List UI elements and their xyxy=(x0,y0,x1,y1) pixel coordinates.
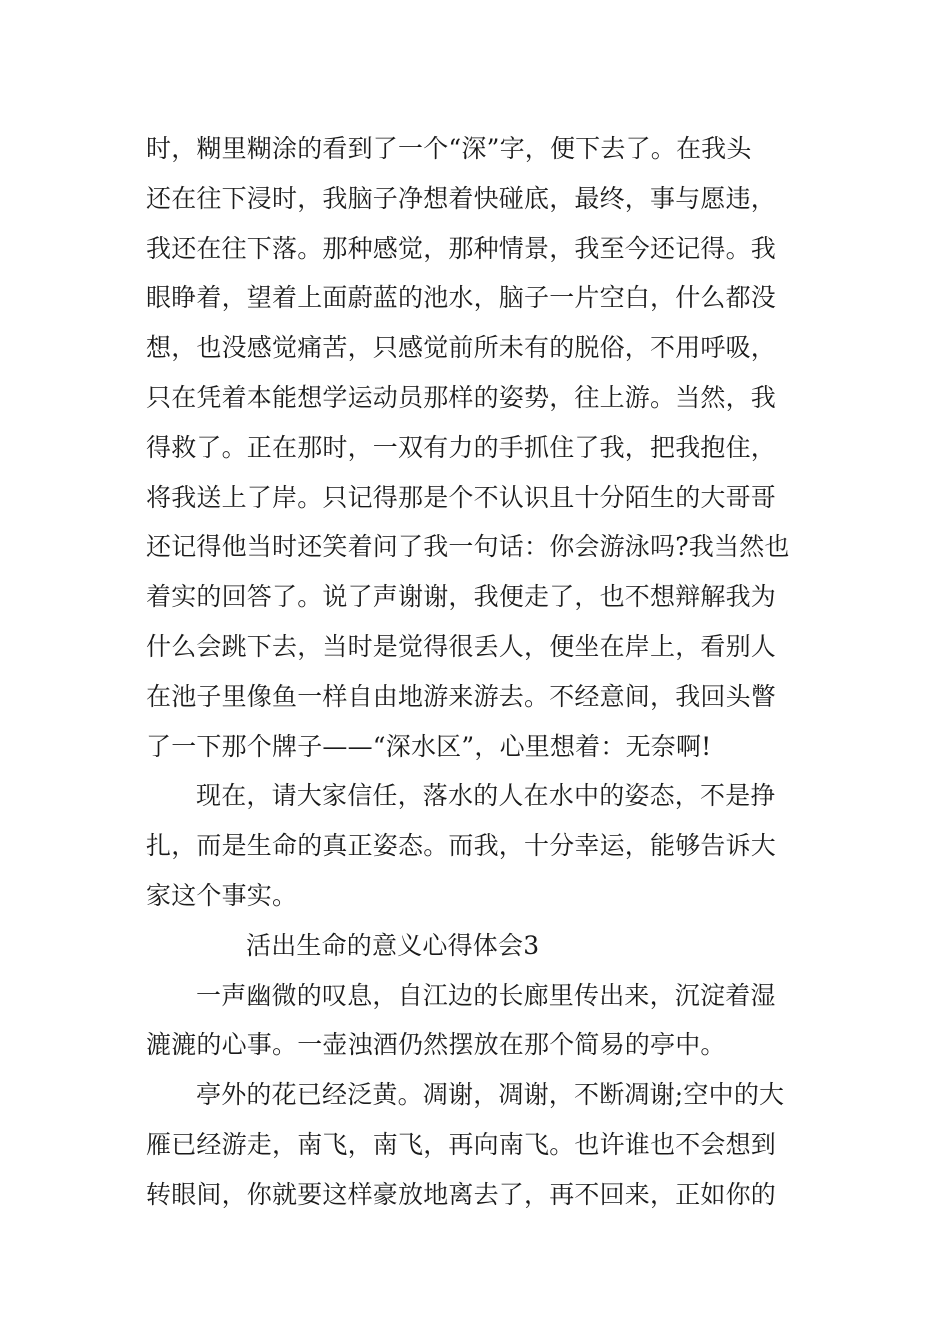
text-line: 家这个事实。 xyxy=(146,880,298,910)
document-body xyxy=(146,124,806,1220)
text-line: 什么会跳下去，当时是觉得很丢人，便坐在岸上，看别人 xyxy=(146,631,777,661)
text-line: 想，也没感觉痛苦，只感觉前所未有的脱俗，不用呼吸， xyxy=(146,333,777,363)
text-line: 扎，而是生命的真正姿态。而我，十分幸运，能够告诉大 xyxy=(146,831,777,861)
text-line: 得救了。正在那时，一双有力的手抓住了我，把我抱住， xyxy=(146,432,777,462)
text-line: 了一下那个牌子——“深水区”，心里想着：无奈啊! xyxy=(146,731,712,761)
text-line: 还在往下浸时，我脑子净想着快碰底，最终，事与愿违， xyxy=(146,183,777,213)
text-line: 我还在往下落。那种感觉，那种情景，我至今还记得。我 xyxy=(146,233,777,263)
text-line: 转眼间，你就要这样豪放地离去了，再不回来，正如你的 xyxy=(146,1179,777,1209)
text-line: 眼睁着，望着上面蔚蓝的池水，脑子一片空白，什么都没 xyxy=(146,283,777,313)
text-line: 雁已经游走，南飞，南飞，再向南飞。也许谁也不会想到 xyxy=(146,1129,777,1159)
text-line: 着实的回答了。说了声谢谢，我便走了，也不想辩解我为 xyxy=(146,582,777,612)
text-line: 还记得他当时还笑着问了我一句话：你会游泳吗?我当然也 xyxy=(146,532,790,562)
text-line: 在池子里像鱼一样自由地游来游去。不经意间，我回头瞥 xyxy=(146,681,777,711)
text-line: 将我送上了岸。只记得那是个不认识且十分陌生的大哥哥 xyxy=(146,482,777,512)
paragraph-start-line: 现在，请大家信任，落水的人在水中的姿态，不是挣 xyxy=(196,781,776,811)
text-line: 时，糊里糊涂的看到了一个“深”字，便下去了。在我头 xyxy=(146,134,752,163)
paragraph-start-line: 亭外的花已经泛黄。凋谢，凋谢，不断凋谢;空中的大 xyxy=(196,1080,785,1110)
text-line: 只在凭着本能想学运动员那样的姿势，往上游。当然，我 xyxy=(146,382,777,412)
section-heading: 活出生命的意义心得体会3 xyxy=(246,930,540,960)
paragraph-start-line: 一声幽微的叹息，自江边的长廊里传出来，沉淀着湿 xyxy=(196,980,776,1010)
text-line: 漉漉的心事。一壶浊酒仍然摆放在那个简易的亭中。 xyxy=(146,1030,726,1060)
